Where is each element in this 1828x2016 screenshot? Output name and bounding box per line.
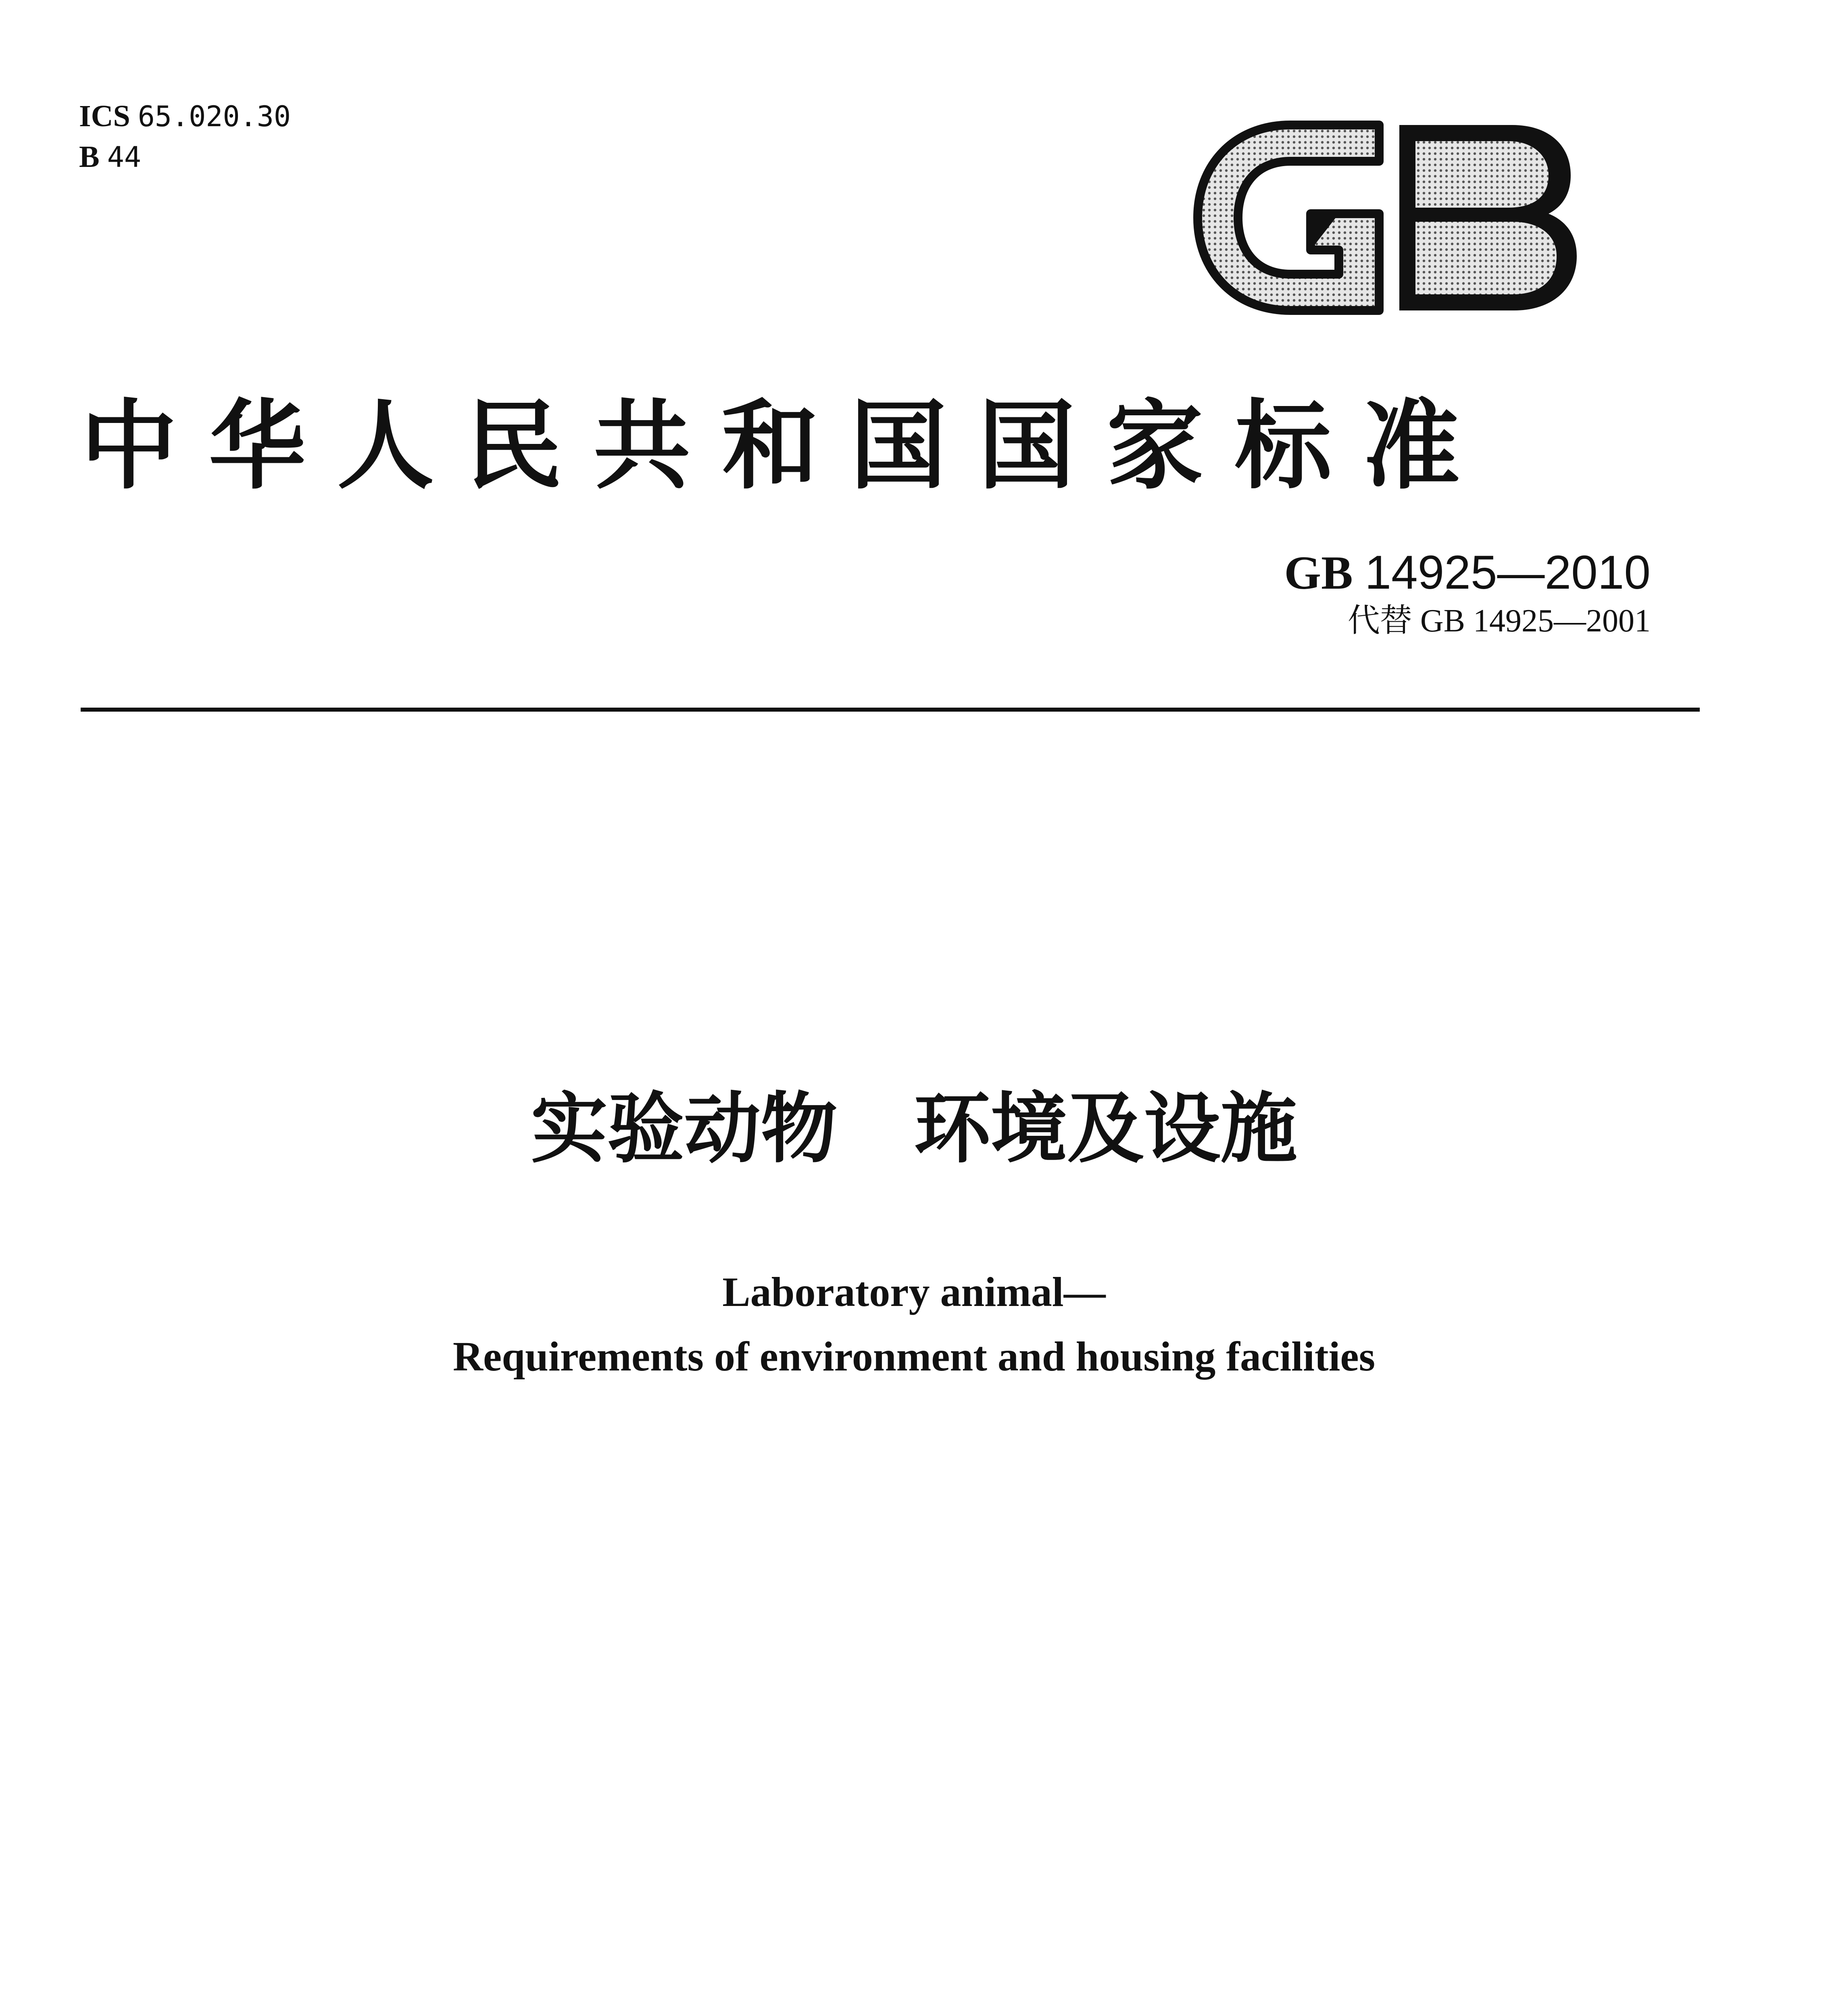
standard-number (1284, 546, 1651, 599)
ics-code: 65.020.30 (138, 100, 291, 133)
ics-classification (79, 96, 291, 177)
ccs-code: 44 (107, 141, 141, 174)
title-chinese: 实验动物 环境及设施 (531, 1084, 1297, 1173)
standard-prefix: GB (1284, 546, 1353, 599)
ccs-label: B (79, 140, 100, 174)
gb-logo-icon (1190, 117, 1585, 319)
ics-label: ICS (79, 99, 130, 133)
standard-code: 14925—2010 (1365, 546, 1651, 599)
title-english-line-2: Requirements of environment and housing facilities (452, 1333, 1376, 1380)
replaces-standard: 代替 GB 14925—2001 (1347, 603, 1651, 639)
national-standard-heading: 中华人民共和国国家标准 (81, 389, 1492, 502)
gb-logo (1190, 117, 1585, 319)
title-english-line-1: Laboratory animal— (722, 1269, 1106, 1315)
header-divider (81, 708, 1700, 712)
